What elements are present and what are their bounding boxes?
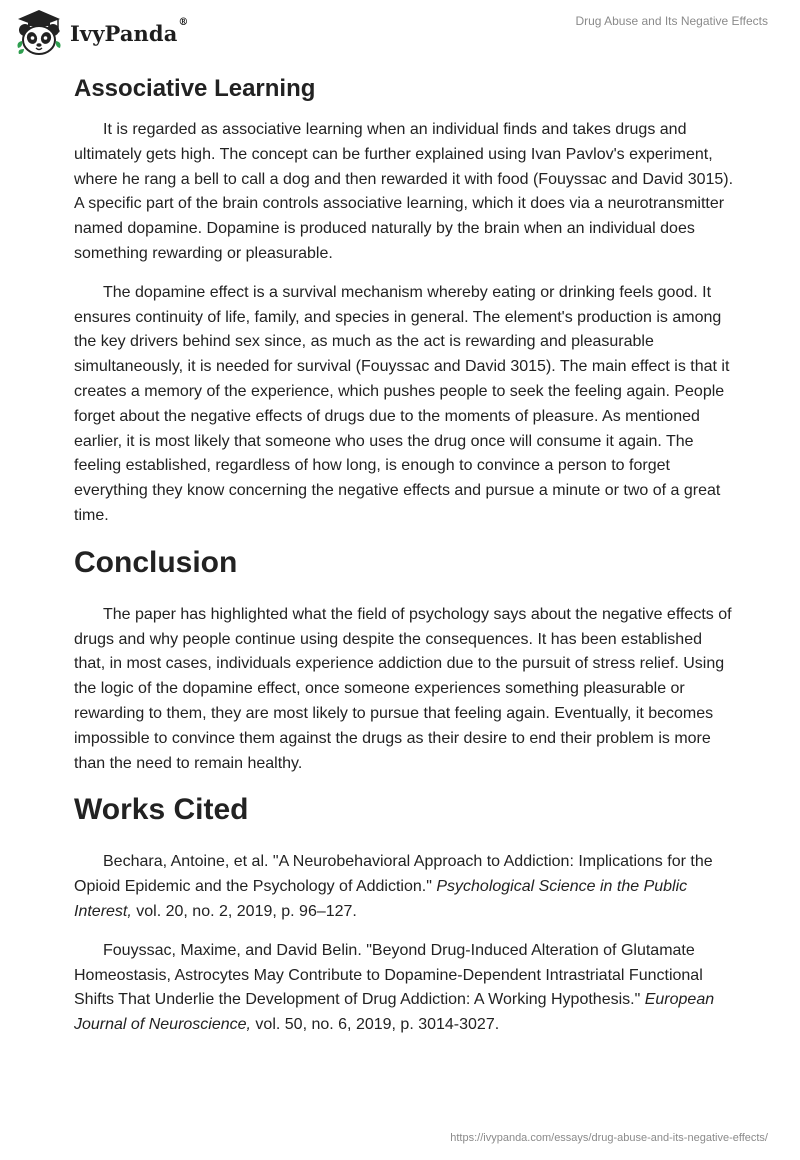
panda-graduate-icon	[14, 8, 64, 58]
associative-learning-heading: Associative Learning	[74, 75, 316, 102]
conclusion-heading: Conclusion	[74, 545, 238, 579]
citation-bechara: Bechara, Antoine, et al. "A Neurobehavioral Approach to Addiction: Implications for the Opioid Epidemic and the Psychology of Addiction." Psychological Science in the Public Interest, vol. 20, no. 2, 2019, p. 96–127.	[74, 853, 713, 920]
works-cited-heading: Works Cited	[74, 793, 249, 827]
conclusion-paragraph: The paper has highlighted what the field of psychology says about the negative effects of drugs and why people continue using despite the consequences. It has been established that, in most cases, individuals experience addiction due to the pursuit of stress relief. Using the logic of the dopamine effect, once someone experiences something pleasurable or rewarding to them, they are most likely to pursue that feeling again. Eventually, it becomes impossible to convince them against the drugs as their desire to end their problem is more than the need to remain healthy.	[74, 605, 732, 772]
citation-fouyssac: Fouyssac, Maxime, and David Belin. "Beyond Drug-Induced Alteration of Glutamate Homeostasis, Astrocytes May Contribute to Dopamine-Dependent Intrastriatal Functional Shifts That Underlie the Development of Drug Addiction: A Working Hypothesis." European Journal of Neuroscience, vol. 50, no. 6, 2019, p. 3014-3027.	[74, 941, 715, 1034]
associative-paragraph-1: It is regarded as associative learning when an individual finds and takes drugs and ultimately gets high. The concept can be further explained using Ivan Pavlov's experiment, where he rang a bell to call a dog and then rewarded it with food (Fouyssac and David 3015). A specific part of the brain controls associative learning, which it does via a neurotransmitter named dopamine. Dopamine is produced naturally by the brain when an individual does something rewarding or pleasurable.	[74, 121, 734, 262]
source-url[interactable]: https://ivypanda.com/essays/drug-abuse-and-its-negative-effects/	[450, 1132, 768, 1144]
citation-journal: Psychological Science in the Public Interest,	[74, 878, 688, 920]
citation-journal: European Journal of Neuroscience,	[74, 991, 715, 1034]
page-header	[0, 0, 800, 64]
ivypanda-logo[interactable]	[14, 8, 189, 58]
associative-paragraph-2: The dopamine effect is a survival mechanism whereby eating or drinking feels good. It ensures continuity of life, family, and species in general. The element's production is among the key drivers behind sex since, as much as the act is rewarding and pleasurable simultaneously, it is needed for survival (Fouyssac and David 3015). The main effect is that it creates a memory of the experience, which pushes people to seek the feeling again. People forget about the negative effects of drugs due to the moments of pleasure. As mentioned earlier, it is most likely that someone who uses the drug once will consume it again. The feeling established, regardless of how long, is enough to convince a person to forget everything they know concerning the negative effects and pursue a minute or two of a great time.	[74, 283, 730, 524]
logo-wordmark: IvyPanda®	[70, 16, 189, 46]
essay-content	[74, 70, 734, 1052]
document-title: Drug Abuse and Its Negative Effects	[575, 14, 768, 28]
